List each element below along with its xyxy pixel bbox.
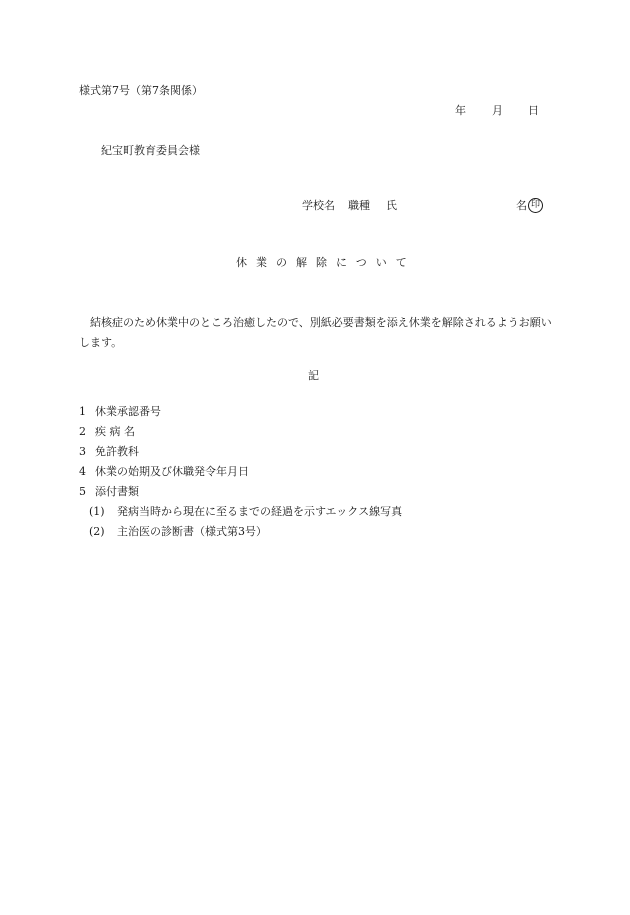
sub-item-number: (2) [89, 525, 105, 538]
ki-heading: 記 [308, 369, 319, 382]
item-text: 休業承認番号 [95, 405, 161, 418]
item-number: 2 [79, 425, 86, 438]
position-label: 職種 [348, 199, 370, 212]
sub-item-text: 主治医の診断書（様式第3号） [117, 525, 267, 538]
item-text: 免許教科 [95, 445, 139, 458]
document-title: 休業の解除について [236, 256, 416, 269]
item-number: 4 [79, 465, 86, 478]
sub-item-text: 発病当時から現在に至るまでの経過を示すエックス線写真 [117, 505, 403, 518]
body-paragraph: 結核症のため休業中のところ治癒したので、別紙必要書類を添え休業を解除されるようお願いします。 [79, 316, 552, 349]
date-year-label: 年 [455, 104, 466, 117]
item-text: 休業の始期及び休職発令年月日 [95, 465, 249, 478]
school-name-label: 学校名 [302, 199, 335, 212]
given-name-label: 名 [516, 199, 527, 212]
addressee: 紀宝町教育委員会様 [101, 144, 200, 157]
item-number: 1 [79, 405, 86, 418]
form-number: 様式第7号（第7条関係） [79, 84, 203, 97]
item-text: 添付書類 [95, 485, 139, 498]
date-day-label: 日 [528, 104, 539, 117]
sub-item-number: (1) [89, 505, 105, 518]
surname-label: 氏 [386, 199, 397, 212]
item-number: 3 [79, 445, 86, 458]
item-text: 疾 病 名 [95, 425, 135, 438]
item-number: 5 [79, 485, 86, 498]
date-month-label: 月 [492, 104, 503, 117]
seal-mark: 印 [528, 198, 543, 213]
